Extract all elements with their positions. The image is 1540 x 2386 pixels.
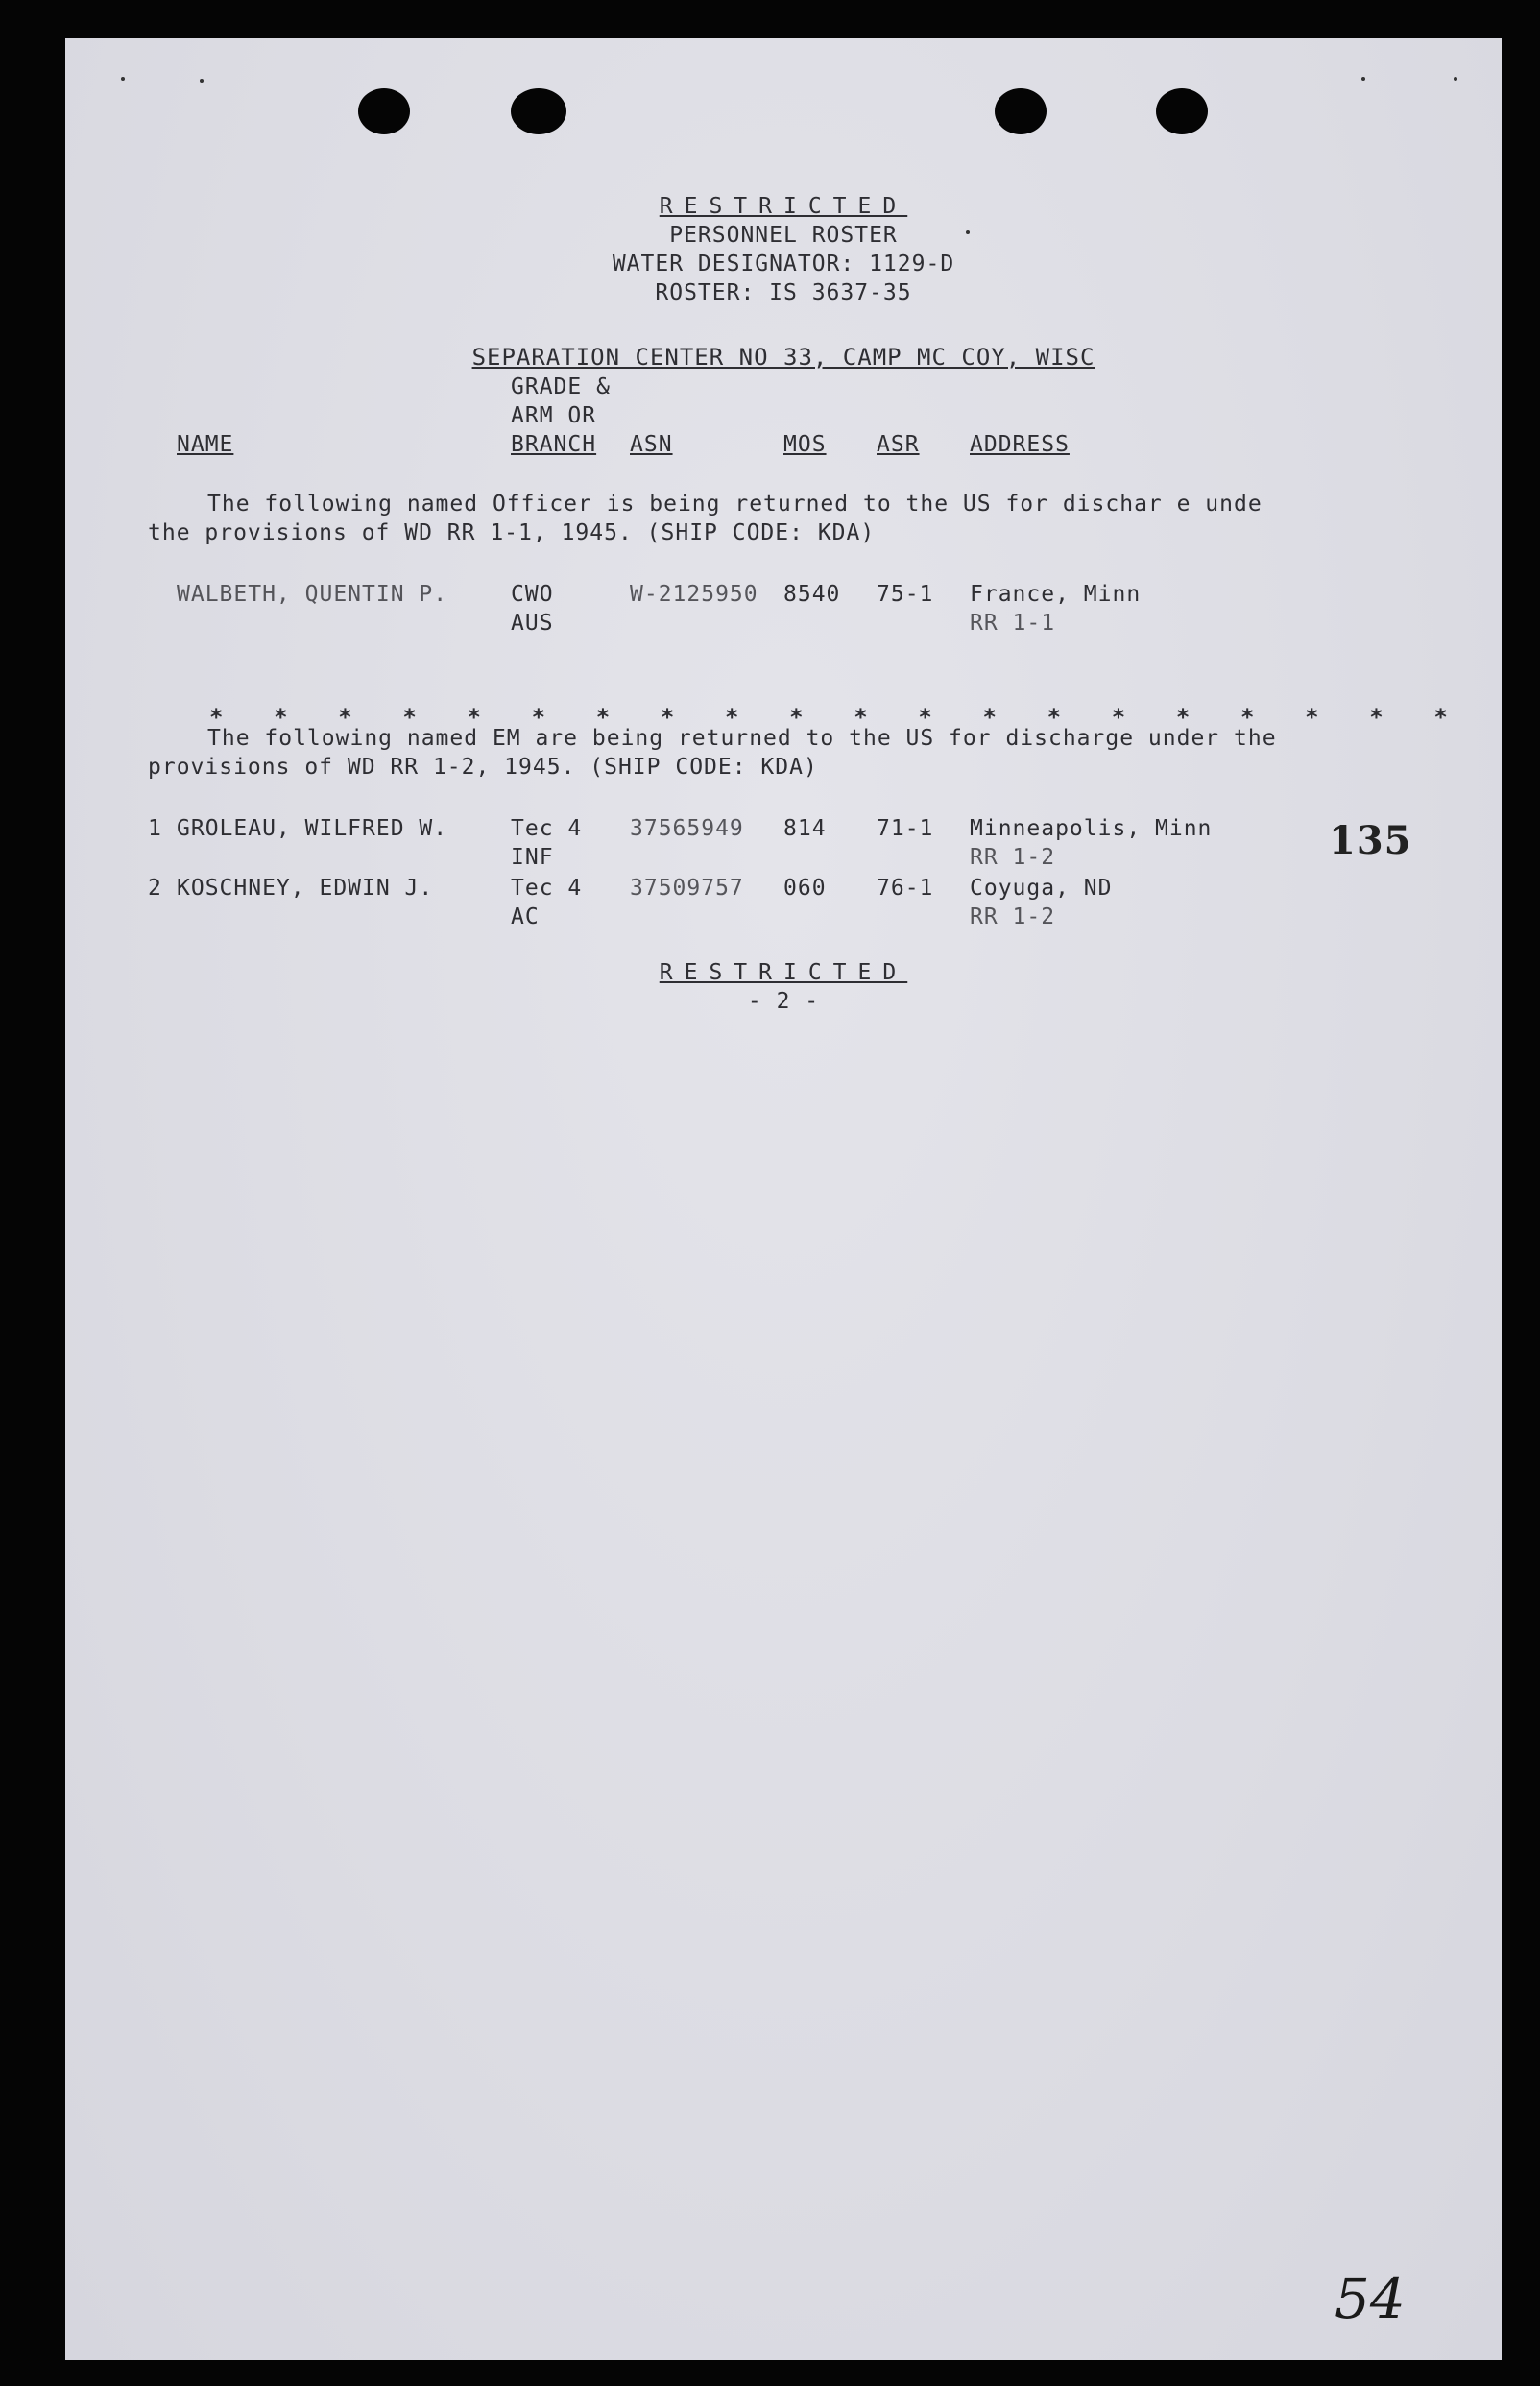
star-mark: *	[982, 704, 997, 731]
officer-branch: AUS	[511, 611, 554, 636]
star-mark: *	[595, 704, 611, 731]
star-mark: *	[1175, 704, 1191, 731]
star-mark: *	[1433, 704, 1448, 731]
enlisted-paragraph-line1: The following named EM are being returned to the US for discharge under the	[207, 726, 1277, 751]
em-asr: 71-1	[877, 816, 934, 841]
document-page	[65, 38, 1502, 2360]
handwritten-number: 54	[1335, 2266, 1406, 2331]
em-branch: AC	[511, 904, 540, 929]
officer-paragraph-line2: the provisions of WD RR 1-1, 1945. (SHIP CODE: KDA)	[148, 520, 876, 545]
officer-paragraph-line1: The following named Officer is being returned to the US for dischar e unde	[207, 492, 1263, 517]
speck	[121, 77, 125, 81]
col-mos-header: MOS	[783, 432, 827, 457]
col-asn-header: ASN	[630, 432, 673, 457]
col-address-header: ADDRESS	[970, 432, 1070, 457]
roster-title: PERSONNEL ROSTER	[669, 223, 898, 248]
col-grade-header: GRADE &	[511, 374, 611, 399]
star-mark: *	[1047, 704, 1062, 731]
roster-number: ROSTER: IS 3637-35	[655, 280, 912, 305]
star-mark: *	[1369, 704, 1384, 731]
stamp-number: 135	[1329, 818, 1412, 863]
em-grade: Tec 4	[511, 876, 583, 901]
em-branch: INF	[511, 845, 554, 870]
star-mark: *	[402, 704, 417, 731]
restricted-header: RESTRICTED	[659, 194, 908, 219]
punch-hole	[358, 88, 410, 134]
enlisted-paragraph-line2: provisions of WD RR 1-2, 1945. (SHIP CODE: KDA)	[148, 755, 818, 780]
separation-center: SEPARATION CENTER NO 33, CAMP MC COY, WISC	[471, 344, 1095, 371]
star-mark: *	[1111, 704, 1126, 731]
speck	[200, 79, 204, 83]
em-name: KOSCHNEY, EDWIN J.	[177, 876, 434, 901]
em-address: Minneapolis, Minn	[970, 816, 1213, 841]
restricted-footer: RESTRICTED	[659, 960, 908, 985]
em-address: Coyuga, ND	[970, 876, 1113, 901]
star-mark: *	[209, 704, 224, 731]
water-designator: WATER DESIGNATOR: 1129-D	[612, 252, 955, 277]
star-mark: *	[338, 704, 352, 731]
star-mark: *	[1240, 704, 1255, 731]
star-mark: *	[789, 704, 804, 731]
officer-address: France, Minn	[970, 582, 1142, 607]
star-mark: *	[274, 704, 288, 731]
star-mark: *	[725, 704, 739, 731]
star-mark: *	[660, 704, 675, 731]
punch-hole	[1156, 88, 1208, 134]
col-branch-header: BRANCH	[511, 432, 597, 457]
speck	[1361, 77, 1365, 81]
page-number: - 2 -	[747, 989, 820, 1014]
em-asr: 76-1	[877, 876, 934, 901]
em-asn: 37509757	[630, 876, 744, 901]
em-mos: 060	[783, 876, 827, 901]
officer-grade: CWO	[511, 582, 554, 607]
col-asr-header: ASR	[877, 432, 920, 457]
star-mark: *	[467, 704, 481, 731]
em-rr: RR 1-2	[970, 904, 1056, 929]
officer-asn: W-2125950	[630, 582, 758, 607]
col-name-header: NAME	[177, 432, 234, 457]
speck	[1454, 77, 1457, 81]
officer-name: WALBETH, QUENTIN P.	[177, 582, 448, 607]
em-mos: 814	[783, 816, 827, 841]
officer-rr: RR 1-1	[970, 611, 1056, 636]
punch-hole	[511, 88, 566, 134]
em-grade: Tec 4	[511, 816, 583, 841]
star-mark: *	[854, 704, 868, 731]
star-mark: *	[918, 704, 932, 731]
em-asn: 37565949	[630, 816, 744, 841]
officer-asr: 75-1	[877, 582, 934, 607]
em-rr: RR 1-2	[970, 845, 1056, 870]
officer-mos: 8540	[783, 582, 841, 607]
col-arm-header: ARM OR	[511, 403, 597, 428]
em-row-number: 1	[148, 816, 162, 841]
star-mark: *	[531, 704, 546, 731]
star-mark: *	[1305, 704, 1319, 731]
punch-hole	[995, 88, 1047, 134]
em-name: GROLEAU, WILFRED W.	[177, 816, 448, 841]
em-row-number: 2	[148, 876, 162, 901]
